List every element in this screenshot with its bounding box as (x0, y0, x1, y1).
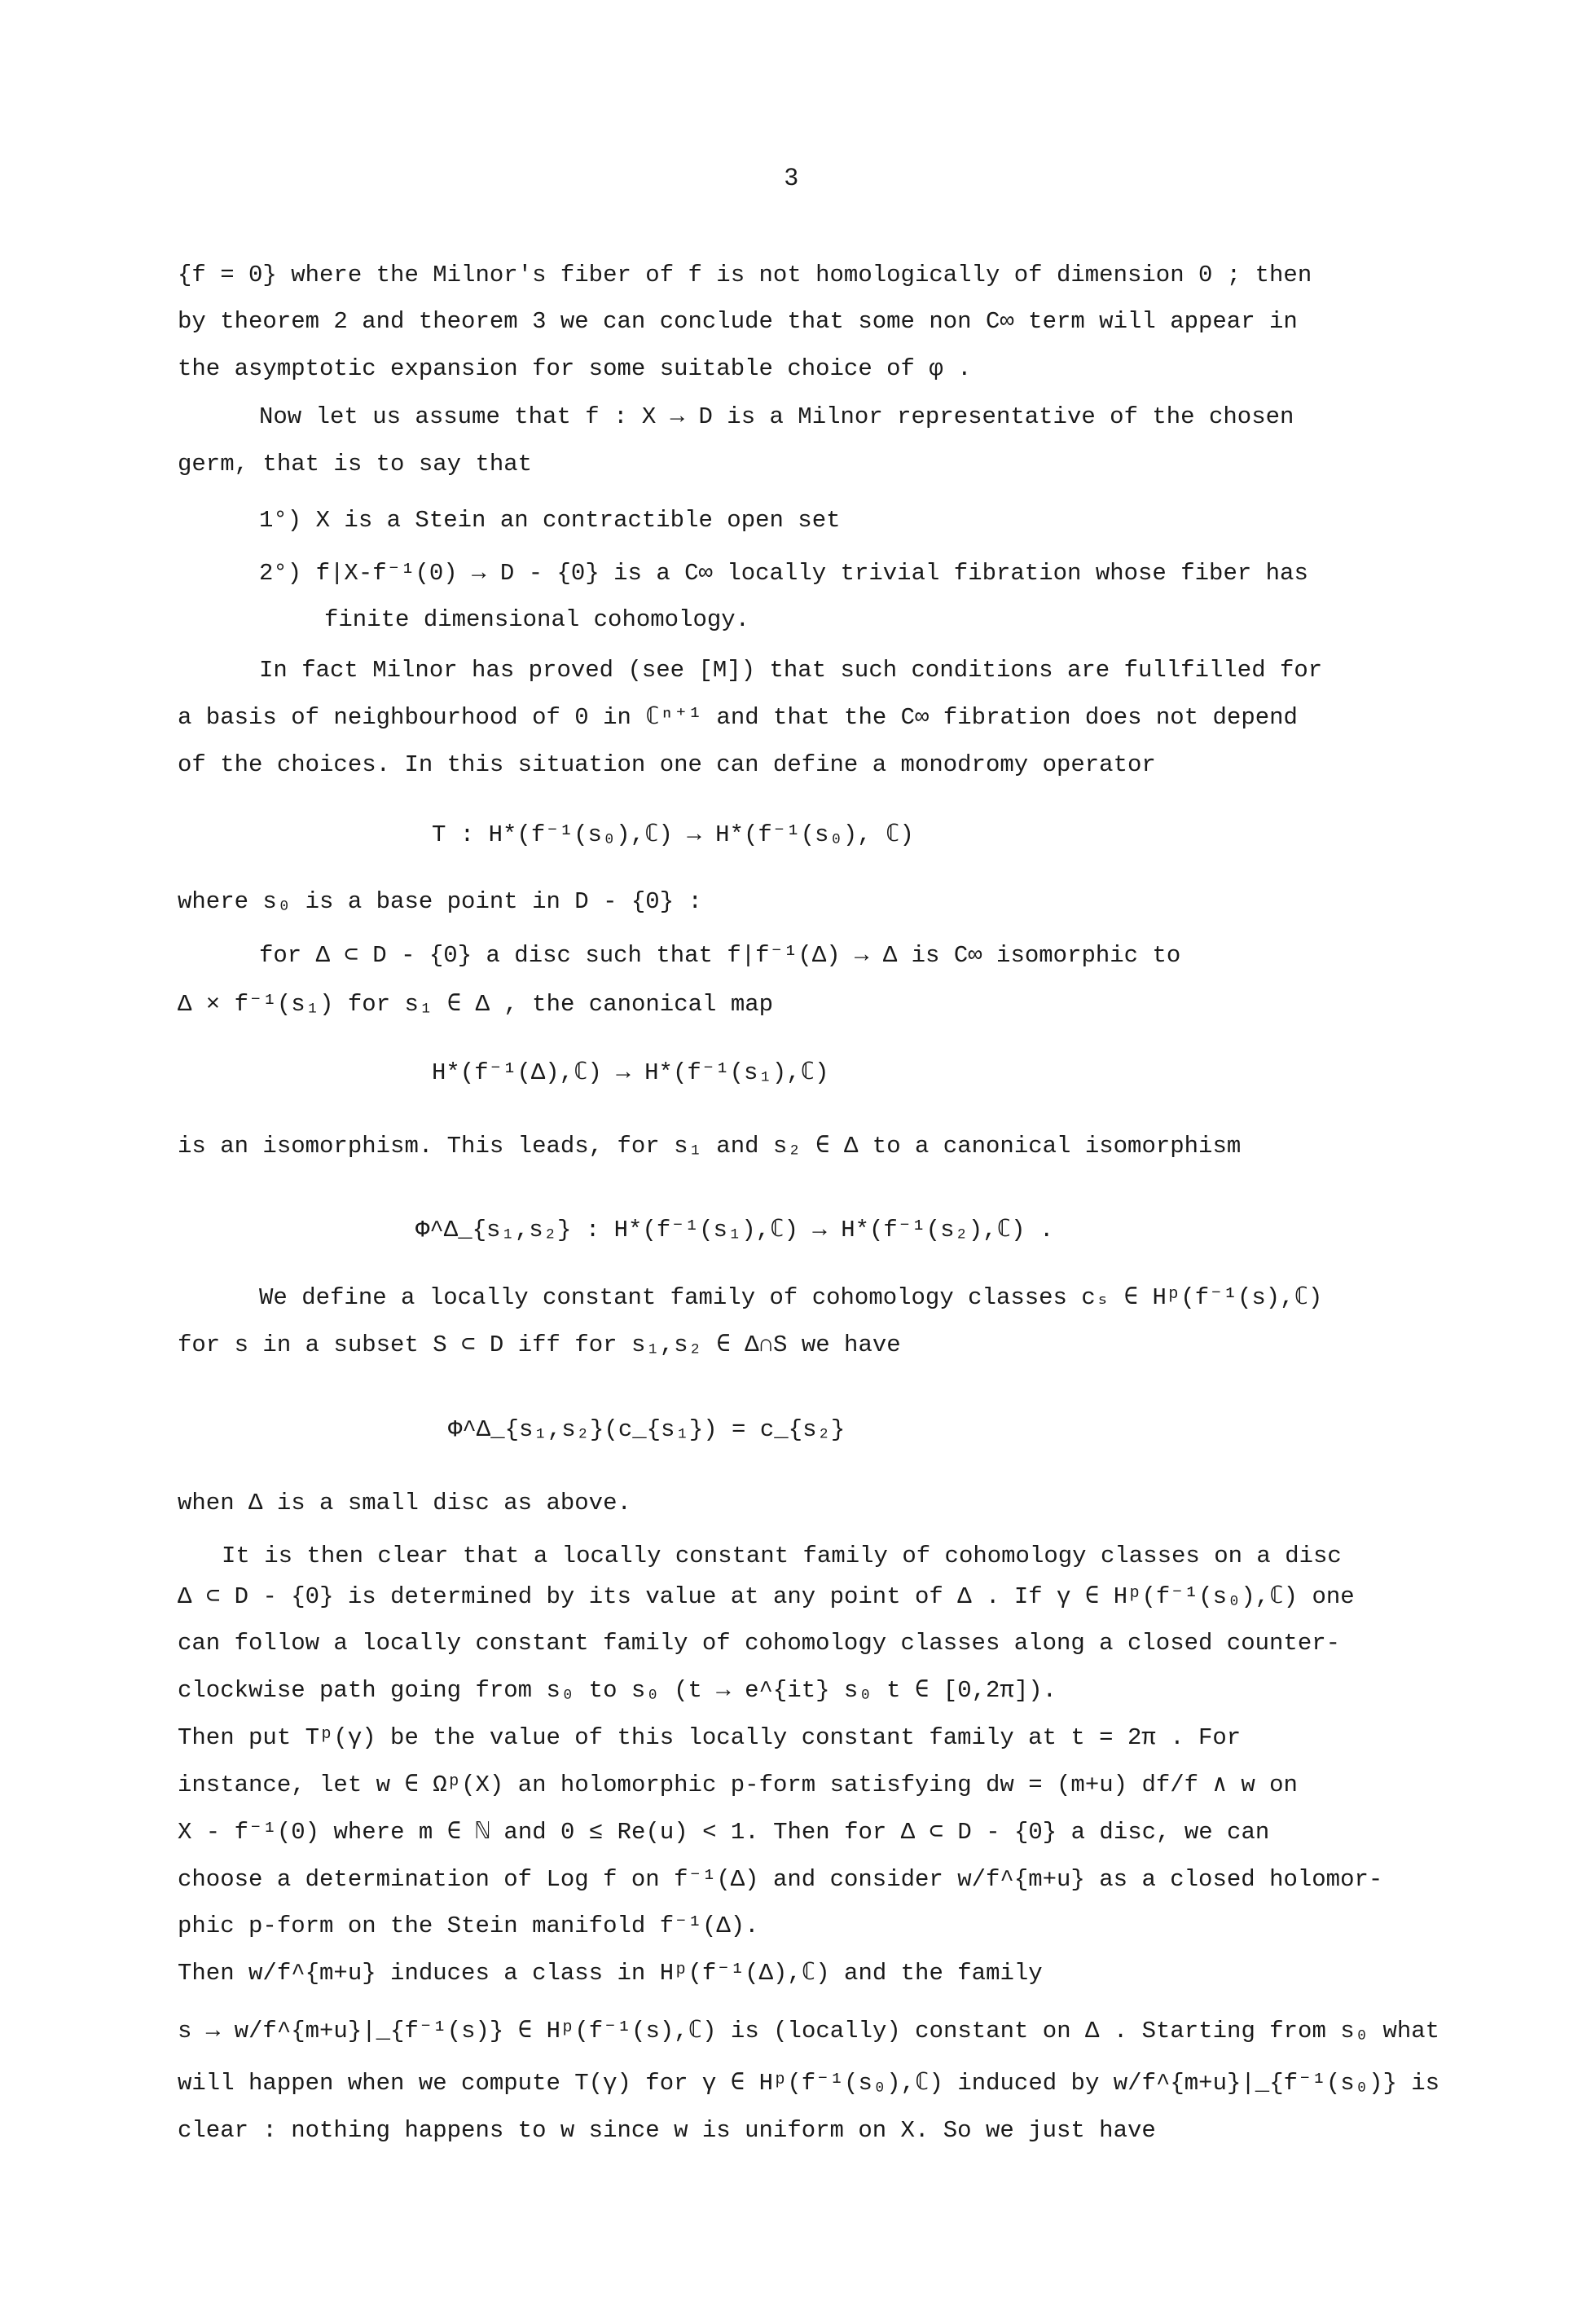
text-line-26: Then put Tᵖ(γ) be the value of this locally constant family at t = 2π . For (178, 1724, 1242, 1751)
list-item-1: 1°) X is a Stein an contractible open set (259, 507, 841, 534)
text-line-29: choose a determination of Log f on f⁻¹(Δ) and consider w/f^{m+u} as a closed holomor- (178, 1866, 1383, 1893)
text-line-18: We define a locally constant family of cohomology classes cₛ ∈ Hᵖ(f⁻¹(s),ℂ) (259, 1284, 1323, 1311)
text-line-12: where s₀ is a base point in D - {0} : (178, 888, 702, 915)
text-line-33: will happen when we compute T(γ) for γ ∈ Hᵖ(f⁻¹(s₀),ℂ) induced by w/f^{m+u}|_{f⁻¹(s₀)} is (178, 2070, 1440, 2097)
equation-monodromy: T : H*(f⁻¹(s₀),ℂ) → H*(f⁻¹(s₀), ℂ) (432, 821, 914, 848)
list-item-2: 2°) f|X-f⁻¹(0) → D - {0} is a C∞ locally trivial fibration whose fiber has (259, 560, 1308, 587)
text-line-4: Now let us assume that f : X → D is a Milnor representative of the chosen (259, 403, 1294, 430)
equation-canonical-map: H*(f⁻¹(Δ),ℂ) → H*(f⁻¹(s₁),ℂ) (432, 1059, 829, 1086)
text-line-5: germ, that is to say that (178, 451, 533, 478)
text-line-21: when Δ is a small disc as above. (178, 1490, 631, 1516)
text-line-28: X - f⁻¹(0) where m ∈ ℕ and 0 ≤ Re(u) < 1. Then for Δ ⊂ D - {0} a disc, we can (178, 1819, 1270, 1846)
text-line-9: a basis of neighbourhood of 0 in ℂⁿ⁺¹ and that the C∞ fibration does not depend (178, 704, 1298, 731)
text-line-14: Δ × f⁻¹(s₁) for s₁ ∈ Δ , the canonical map (178, 991, 774, 1018)
text-line-32: s → w/f^{m+u}|_{f⁻¹(s)} ∈ Hᵖ(f⁻¹(s),ℂ) is (locally) constant on Δ . Starting from s₀ what (178, 2018, 1440, 2045)
text-line-3: the asymptotic expansion for some suitable choice of φ . (178, 355, 972, 382)
text-line-8: In fact Milnor has proved (see [M]) that such conditions are fullfilled for (259, 657, 1323, 684)
text-line-31: Then w/f^{m+u} induces a class in Hᵖ(f⁻¹(Δ),ℂ) and the family (178, 1960, 1043, 1987)
text-line-24: can follow a locally constant family of cohomology classes along a closed counter- (178, 1630, 1341, 1657)
text-line-22: It is then clear that a locally constant family of cohomology classes on a disc (222, 1543, 1342, 1569)
equation-phi-c: Φ^Δ_{s₁,s₂}(c_{s₁}) = c_{s₂} (448, 1416, 846, 1443)
list-item-2-cont: finite dimensional cohomology. (324, 606, 750, 633)
text-line-23: Δ ⊂ D - {0} is determined by its value at any point of Δ . If γ ∈ Hᵖ(f⁻¹(s₀),ℂ) one (178, 1583, 1355, 1610)
equation-phi: Φ^Δ_{s₁,s₂} : H*(f⁻¹(s₁),ℂ) → H*(f⁻¹(s₂),ℂ) . (415, 1217, 1054, 1243)
page-number: 3 (785, 164, 798, 191)
text-line-30: phic p-form on the Stein manifold f⁻¹(Δ). (178, 1912, 759, 1939)
text-line-19: for s in a subset S ⊂ D iff for s₁,s₂ ∈ Δ∩S we have (178, 1331, 901, 1358)
text-line-16: is an isomorphism. This leads, for s₁ and s₂ ∈ Δ to a canonical isomorphism (178, 1133, 1242, 1160)
text-line-34: clear : nothing happens to w since w is uniform on X. So we just have (178, 2117, 1156, 2144)
text-line-13: for Δ ⊂ D - {0} a disc such that f|f⁻¹(Δ) → Δ is C∞ isomorphic to (259, 942, 1181, 969)
text-line-27: instance, let w ∈ Ωᵖ(X) an holomorphic p-form satisfying dw = (m+u) df/f ∧ w on (178, 1772, 1298, 1798)
text-line-1: {f = 0} where the Milnor's fiber of f is not homologically of dimension 0 ; then (178, 262, 1312, 288)
text-line-10: of the choices. In this situation one can define a monodromy operator (178, 751, 1156, 778)
text-line-25: clockwise path going from s₀ to s₀ (t → e^{it} s₀ t ∈ [0,2π]). (178, 1677, 1057, 1704)
text-line-2: by theorem 2 and theorem 3 we can conclude that some non C∞ term will appear in (178, 308, 1298, 335)
